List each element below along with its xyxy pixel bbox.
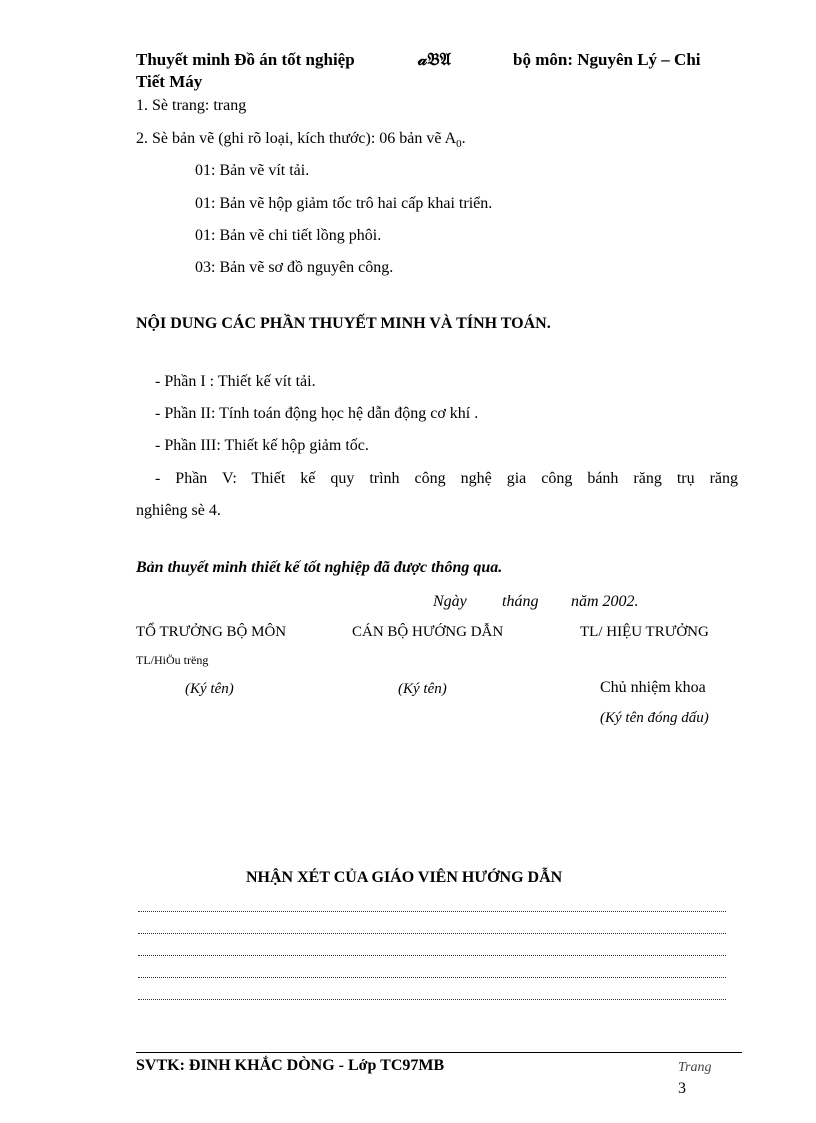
review-dotted-line: [138, 933, 726, 934]
col3-sign: (Ký tên đóng dấu): [600, 710, 709, 726]
col2-sign: (Ký tên): [398, 681, 447, 697]
footer-student: SVTK: ĐINH KHẮC DÒNG - Lớp TC97MB: [136, 1057, 445, 1074]
col3-title: TL/ HIỆU TRƯỞNG: [580, 624, 709, 640]
footer-rule: [136, 1052, 742, 1053]
pages-count-line: 1. Sè trang: trang: [136, 97, 247, 114]
review-dotted-line: [138, 999, 726, 1000]
review-dotted-line: [138, 911, 726, 912]
header-ornament-icon: 𝒶𝔅𝔄: [418, 50, 451, 69]
part-v-line2: nghiêng sè 4.: [136, 502, 221, 519]
drawing-item: 01: Bản vẽ vít tải.: [195, 162, 310, 179]
review-dotted-line: [138, 955, 726, 956]
part-v-line1: - Phần V: Thiết kế quy trình công nghệ gia công bánh răng trụ răng: [155, 470, 738, 487]
date-year: năm 2002.: [571, 593, 639, 610]
col1-sign: (Ký tên): [185, 681, 234, 697]
approval-statement: Bản thuyết minh thiết kế tốt nghiệp đã được thông qua.: [136, 559, 503, 576]
drawing-item: 01: Bản vẽ hộp giảm tốc trô hai cấp khai triển.: [195, 195, 493, 212]
header-title-right: bộ môn: Nguyên Lý – Chi: [513, 50, 701, 69]
part-item: - Phần II: Tính toán động học hệ dẫn động cơ khí .: [155, 405, 479, 422]
footer-page-number: 3: [678, 1080, 686, 1097]
footer-page-label: Trang: [678, 1060, 712, 1075]
drawing-item: 01: Bản vẽ chi tiết lồng phôi.: [195, 227, 382, 244]
header-title-right-cont: Tiết Máy: [136, 72, 203, 91]
date-month: tháng: [502, 593, 539, 610]
review-dotted-line: [138, 977, 726, 978]
review-heading: NHẬN XÉT CỦA GIÁO VIÊN HƯỚNG DẪN: [246, 869, 563, 886]
header-title-left: Thuyết minh Đồ án tốt nghiệp: [136, 50, 355, 69]
col2-title: CÁN BỘ HƯỚNG DẪN: [352, 624, 504, 640]
drawings-prefix: 2. Sè bản vẽ (ghi rõ loại, kích thước): 06 bản vẽ A: [136, 130, 457, 147]
content-heading: NỘI DUNG CÁC PHẦN THUYẾT MINH VÀ TÍNH TOÁN.: [136, 315, 551, 332]
drawing-item: 03: Bản vẽ sơ đồ nguyên công.: [195, 259, 394, 276]
part-item: - Phần I : Thiết kế vít tải.: [155, 373, 316, 390]
drawings-count-line: [136, 130, 466, 150]
drawings-subscript: 0: [456, 138, 462, 151]
col1-title: TỔ TRƯỞNG BỘ MÔN: [136, 624, 287, 640]
date-day: Ngày: [433, 593, 467, 610]
col1-subtitle: TL/HiÖu trëng: [136, 653, 209, 667]
col3-role: Chủ nhiệm khoa: [600, 679, 706, 696]
drawings-suffix: .: [461, 130, 466, 147]
part-item: - Phần III: Thiết kế hộp giảm tốc.: [155, 437, 369, 454]
